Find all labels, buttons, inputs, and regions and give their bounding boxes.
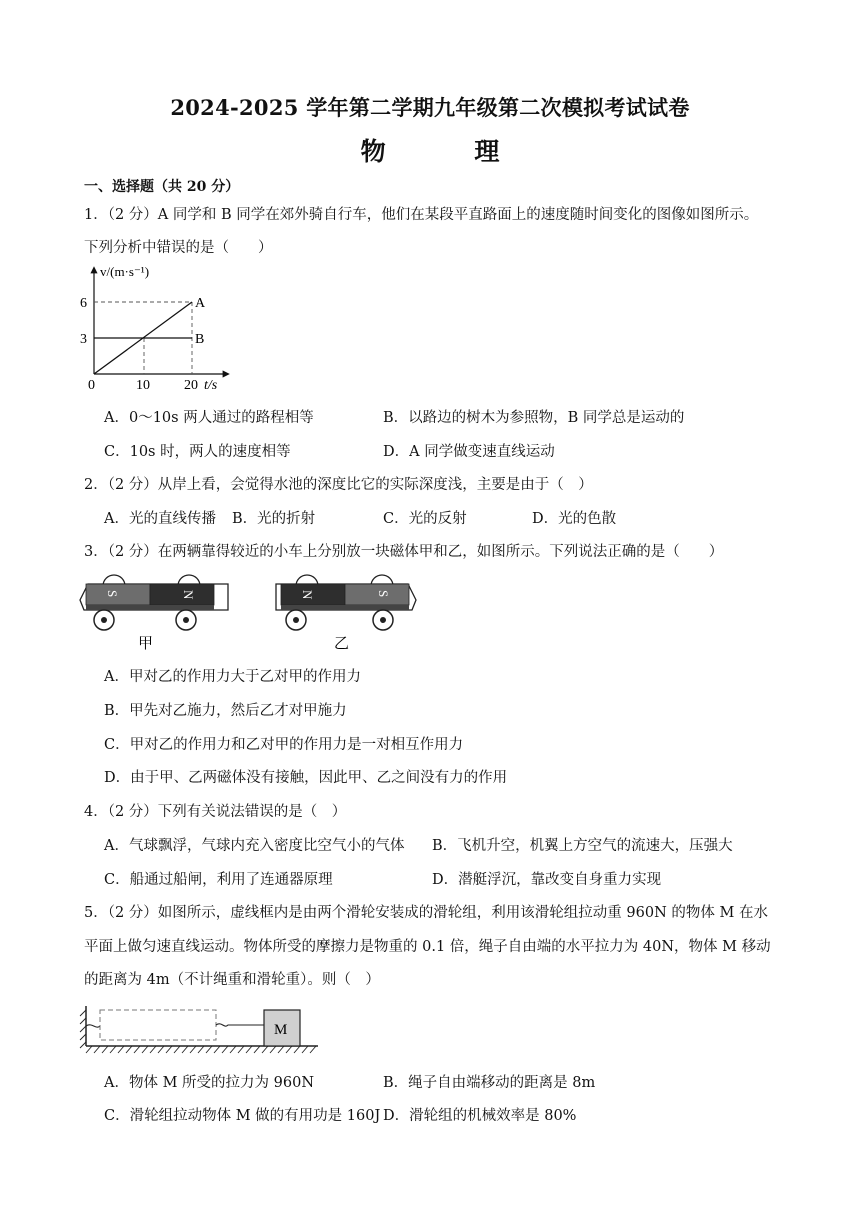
pulley-figure bbox=[78, 1000, 328, 1058]
block-m-label: M bbox=[274, 1022, 288, 1038]
q5-option-a[interactable]: A．物体 M 所受的拉力为 960N bbox=[104, 1075, 315, 1091]
question-1-stem-line1: 1．（2 分）A 同学和 B 同学在郊外骑自行车，他们在某段平直路面上的速度随时间变化的图像如图所示。 bbox=[84, 207, 759, 223]
question-5-stem-line3: 的距离为 4m（不计绳重和滑轮重）。则（ ） bbox=[84, 972, 380, 988]
car-jia bbox=[80, 575, 228, 652]
section-heading: 一、选择题（共 20 分） bbox=[84, 179, 240, 195]
label-a: A bbox=[195, 296, 206, 311]
y-tick-3: 3 bbox=[80, 332, 87, 347]
y-tick-6: 6 bbox=[80, 296, 87, 311]
pulley-group-box bbox=[100, 1010, 216, 1040]
car1-pole-n: N bbox=[181, 590, 196, 600]
x-axis-unit: t/s bbox=[204, 378, 218, 393]
q4-option-d[interactable]: D．潜艇浮沉，靠改变自身重力实现 bbox=[432, 872, 662, 888]
rope bbox=[216, 1024, 264, 1026]
question-3-stem: 3．（2 分）在两辆靠得较近的小车上分别放一块磁体甲和乙，如图所示。下列说法正确的是（ ） bbox=[84, 544, 724, 560]
q1-option-a[interactable]: A．0～10s 两人通过的路程相等 bbox=[104, 410, 314, 426]
q5-option-d[interactable]: D．滑轮组的机械效率是 80% bbox=[383, 1108, 577, 1124]
q5-option-c[interactable]: C．滑轮组拉动物体 M 做的有用功是 160J bbox=[104, 1108, 381, 1124]
q1-option-d[interactable]: D．A 同学做变速直线运动 bbox=[383, 444, 555, 460]
q2-option-a[interactable]: A．光的直线传播 bbox=[104, 511, 216, 527]
question-5-stem-line2: 平面上做匀速直线运动。物体所受的摩擦力是物重的 0.1 倍，绳子自由端的水平拉力为 40N，物体 M 移动 bbox=[84, 939, 771, 955]
q3-option-b[interactable]: B．甲先对乙施力，然后乙才对甲施力 bbox=[104, 703, 347, 719]
q5-option-b[interactable]: B．绳子自由端移动的距离是 8m bbox=[383, 1075, 596, 1091]
car2-pole-s: S bbox=[376, 590, 391, 598]
x-tick-10: 10 bbox=[136, 378, 150, 393]
q4-option-b[interactable]: B．飞机升空，机翼上方空气的流速大，压强大 bbox=[432, 838, 733, 854]
question-1-stem-line2: 下列分析中错误的是（ ） bbox=[84, 240, 273, 256]
car2-label: 乙 bbox=[334, 636, 350, 652]
car1-label: 甲 bbox=[138, 636, 154, 652]
q2-option-b[interactable]: B．光的折射 bbox=[232, 511, 316, 527]
q4-option-c[interactable]: C．船通过船闸，利用了连通器原理 bbox=[104, 872, 333, 888]
q2-option-c[interactable]: C．光的反射 bbox=[383, 511, 467, 527]
q3-option-d[interactable]: D．由于甲、乙两磁体没有接触，因此甲、乙之间没有力的作用 bbox=[104, 770, 508, 786]
q1-option-b[interactable]: B．以路边的树木为参照物，B 同学总是运动的 bbox=[383, 410, 685, 426]
car2-pole-n: N bbox=[300, 590, 315, 600]
q3-option-a[interactable]: A．甲对乙的作用力大于乙对甲的作用力 bbox=[104, 669, 361, 685]
q3-option-c[interactable]: C．甲对乙的作用力和乙对甲的作用力是一对相互作用力 bbox=[104, 737, 464, 753]
label-b: B bbox=[195, 332, 205, 347]
x-tick-20: 20 bbox=[184, 378, 198, 393]
y-axis-unit: v/(m·s⁻¹) bbox=[100, 264, 150, 279]
magnet-cars-figure bbox=[78, 570, 428, 654]
subject-title: 物 理 bbox=[360, 137, 540, 166]
q2-option-d[interactable]: D．光的色散 bbox=[532, 511, 617, 527]
car-yi bbox=[276, 575, 416, 652]
car1-pole-s: S bbox=[105, 590, 120, 598]
exam-title: 2024-2025 学年第二学期九年级第二次模拟考试试卷 bbox=[170, 95, 690, 120]
q4-option-a[interactable]: A．气球飘浮，气球内充入密度比空气小的气体 bbox=[104, 838, 405, 854]
question-2-stem: 2．（2 分）从岸上看，会觉得水池的深度比它的实际深度浅，主要是由于（ ） bbox=[84, 477, 593, 493]
origin-label: 0 bbox=[88, 378, 95, 393]
question-4-stem: 4．（2 分）下列有关说法错误的是（ ） bbox=[84, 804, 347, 820]
velocity-time-graph bbox=[78, 262, 238, 394]
question-5-stem-line1: 5．（2 分）如图所示，虚线框内是由两个滑轮安装成的滑轮组，利用该滑轮组拉动重 960N 的物体 M 在水 bbox=[84, 905, 768, 921]
q1-option-c[interactable]: C．10s 时，两人的速度相等 bbox=[104, 444, 291, 460]
